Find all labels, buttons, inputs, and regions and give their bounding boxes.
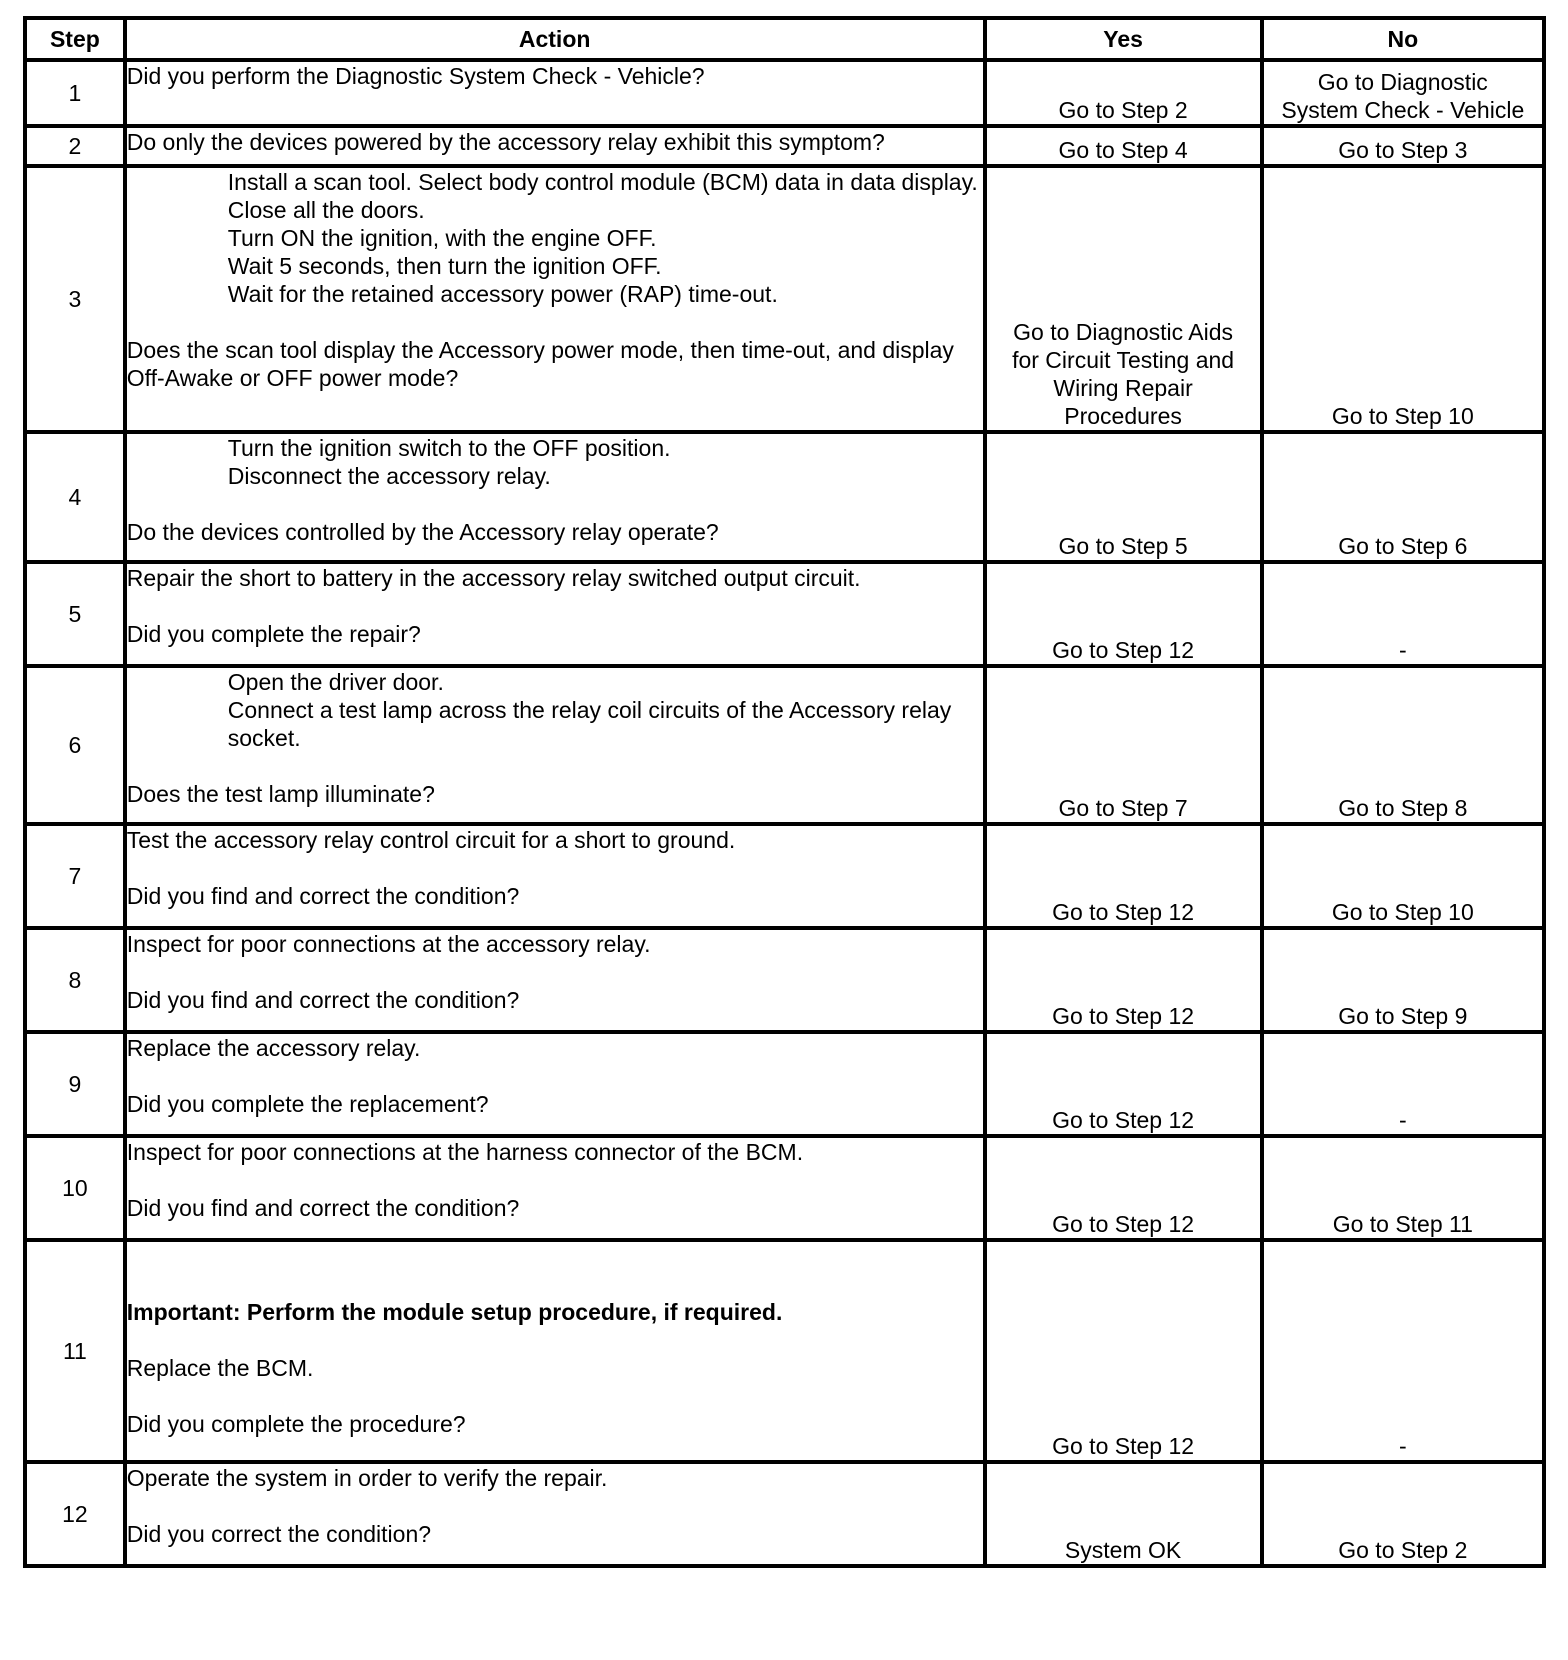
action-question: Did you complete the procedure? (126, 1411, 466, 1437)
no-cell: Go to Step 9 (1262, 928, 1544, 1032)
instruction-item: Turn the ignition switch to the OFF position. (227, 435, 671, 461)
action-cell (125, 1032, 985, 1136)
instruction-item: Disconnect the accessory relay. (227, 463, 551, 489)
action-question: Does the scan tool display the Accessory power mode, then time-out, and display Off-Awake or OFF power mode? (126, 337, 954, 391)
step-number: 11 (25, 1240, 125, 1462)
table-row (25, 928, 1544, 1032)
step-number: 9 (25, 1032, 125, 1136)
yes-text-line: Go to Diagnostic Aids (1013, 319, 1234, 345)
action-cell (125, 1462, 985, 1566)
action-question: Did you correct the condition? (126, 1521, 432, 1547)
yes-cell: Go to Step 12 (985, 1136, 1262, 1240)
instruction-item: Wait 5 seconds, then turn the ignition OFF. (227, 253, 662, 279)
action-cell (125, 1136, 985, 1240)
no-cell: Go to Step 11 (1262, 1136, 1544, 1240)
action-question: Did you perform the Diagnostic System Check - Vehicle? (126, 63, 705, 89)
header-action: Action (125, 18, 985, 60)
header-row (25, 18, 1544, 60)
table-row (25, 1136, 1544, 1240)
yes-cell: Go to Step 12 (985, 1240, 1262, 1462)
action-cell (125, 60, 985, 126)
step-number: 5 (25, 562, 125, 666)
no-cell: Go to Step 2 (1262, 1462, 1544, 1566)
instruction-list (127, 434, 983, 490)
no-cell: Go to Step 6 (1262, 432, 1544, 562)
action-cell (125, 1240, 985, 1462)
action-question: Did you complete the repair? (126, 621, 421, 647)
table-row (25, 60, 1544, 126)
header-yes: Yes (985, 18, 1262, 60)
instruction-item: Open the driver door. (227, 669, 444, 695)
yes-cell (985, 166, 1262, 432)
instruction-item: Connect a test lamp across the relay coil circuits of the Accessory relay socket. (227, 697, 952, 751)
action-cell (125, 928, 985, 1032)
action-statement: Repair the short to battery in the accessory relay switched output circuit. (126, 565, 861, 591)
header-step: Step (25, 18, 125, 60)
action-question: Do the devices controlled by the Accessory relay operate? (126, 519, 719, 545)
action-cell (125, 432, 985, 562)
table-row (25, 666, 1544, 824)
instruction-item: Install a scan tool. Select body control module (BCM) data in data display. (227, 169, 978, 195)
no-cell: Go to Step 10 (1262, 166, 1544, 432)
action-cell (125, 824, 985, 928)
step-number: 2 (25, 126, 125, 166)
yes-cell: Go to Step 5 (985, 432, 1262, 562)
table-row (25, 1462, 1544, 1566)
no-cell: Go to Step 10 (1262, 824, 1544, 928)
table-row (25, 126, 1544, 166)
action-statement: Replace the accessory relay. (126, 1035, 421, 1061)
table-row (25, 432, 1544, 562)
step-number: 7 (25, 824, 125, 928)
step-number: 6 (25, 666, 125, 824)
step-number: 3 (25, 166, 125, 432)
yes-cell: Go to Step 2 (985, 60, 1262, 126)
step-number: 12 (25, 1462, 125, 1566)
action-question: Did you find and correct the condition? (126, 987, 520, 1013)
yes-cell: System OK (985, 1462, 1262, 1566)
no-cell: Go to Step 3 (1262, 126, 1544, 166)
no-text-line: Go to Diagnostic (1317, 69, 1488, 95)
action-statement: Test the accessory relay control circuit for a short to ground. (126, 827, 736, 853)
no-cell: - (1262, 1240, 1544, 1462)
yes-cell: Go to Step 12 (985, 928, 1262, 1032)
no-cell: - (1262, 1032, 1544, 1136)
yes-cell: Go to Step 12 (985, 1032, 1262, 1136)
yes-text-line: for Circuit Testing and (1012, 347, 1235, 373)
yes-cell: Go to Step 4 (985, 126, 1262, 166)
action-cell (125, 562, 985, 666)
action-statement: Operate the system in order to verify the repair. (126, 1465, 608, 1491)
instruction-item: Close all the doors. (227, 197, 425, 223)
instruction-list (127, 168, 983, 308)
action-cell (125, 126, 985, 166)
diagnostic-table (23, 16, 1546, 1568)
no-cell: - (1262, 562, 1544, 666)
yes-cell: Go to Step 12 (985, 562, 1262, 666)
step-number: 10 (25, 1136, 125, 1240)
no-cell: Go to Step 8 (1262, 666, 1544, 824)
step-number: 1 (25, 60, 125, 126)
yes-cell: Go to Step 7 (985, 666, 1262, 824)
instruction-item: Wait for the retained accessory power (RAP) time-out. (227, 281, 778, 307)
action-statement: Inspect for poor connections at the accessory relay. (126, 931, 651, 957)
table-row (25, 824, 1544, 928)
action-question: Do only the devices powered by the accessory relay exhibit this symptom? (126, 129, 885, 155)
action-cell (125, 166, 985, 432)
table-row (25, 1032, 1544, 1136)
action-question: Did you find and correct the condition? (126, 1195, 520, 1221)
instruction-item: Turn ON the ignition, with the engine OFF. (227, 225, 657, 251)
yes-cell: Go to Step 12 (985, 824, 1262, 928)
action-statement: Inspect for poor connections at the harness connector of the BCM. (126, 1139, 804, 1165)
no-text-line: System Check - Vehicle (1281, 97, 1525, 123)
yes-text-line: Procedures (1064, 403, 1182, 429)
important-note: Important: Perform the module setup procedure, if required. (126, 1299, 783, 1325)
step-number: 8 (25, 928, 125, 1032)
action-question: Did you complete the replacement? (126, 1091, 489, 1117)
action-question: Did you find and correct the condition? (126, 883, 520, 909)
yes-text-line: Wiring Repair (1053, 375, 1193, 401)
action-statement: Replace the BCM. (126, 1355, 314, 1381)
step-number: 4 (25, 432, 125, 562)
no-cell (1262, 60, 1544, 126)
action-cell (125, 666, 985, 824)
header-no: No (1262, 18, 1544, 60)
action-question: Does the test lamp illuminate? (126, 781, 435, 807)
table-row (25, 562, 1544, 666)
instruction-list (127, 668, 983, 752)
table-row (25, 166, 1544, 432)
table-row (25, 1240, 1544, 1462)
